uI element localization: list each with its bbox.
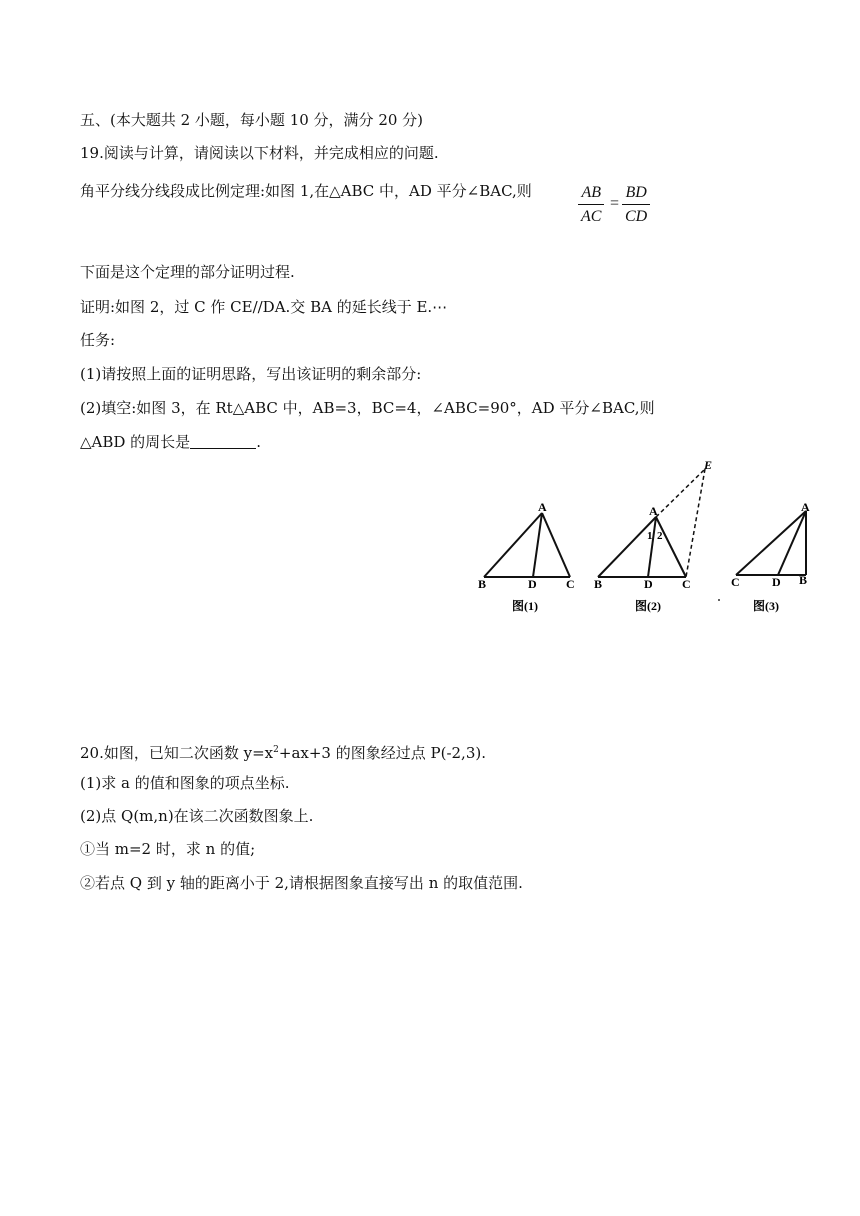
q19-task2: (2)填空:如图 3，在 Rt△ABC 中，AB=3，BC=4，∠ABC=90°，AD 平分∠BAC,则 xyxy=(80,399,655,417)
fig1-label-a: A xyxy=(538,500,547,514)
figure-1 xyxy=(484,513,570,577)
equals-sign: = xyxy=(610,195,620,212)
q19-proof-intro: 下面是这个定理的部分证明过程. xyxy=(80,263,295,281)
q19-proof-line: 证明:如图 2，过 C 作 CE//DA.交 BA 的延长线于 E.⋯ xyxy=(80,298,448,316)
fig1-label-d: D xyxy=(528,577,537,591)
q19-intro: 19.阅读与计算，请阅读以下材料，并完成相应的问题. xyxy=(80,144,439,162)
figure-3 xyxy=(736,511,806,575)
fig2-caption: 图(2) xyxy=(635,599,661,613)
fig2-label-c: C xyxy=(682,577,691,591)
fig1-label-c: C xyxy=(566,577,575,591)
geometry-figures xyxy=(472,455,812,625)
q20-sub1: ①当 m=2 时，求 n 的值; xyxy=(80,840,256,858)
fig2-label-b: B xyxy=(594,577,603,591)
fig2-angle-1: 1 xyxy=(647,530,653,542)
fig2-label-d: D xyxy=(644,577,653,591)
q20-part2: (2)点 Q(m,n)在该二次函数图象上. xyxy=(80,807,314,825)
fig3-label-d: D xyxy=(772,575,781,589)
fig2-label-e: E xyxy=(704,458,713,472)
section-heading: 五、(本大题共 2 小题，每小题 10 分，满分 20 分) xyxy=(80,111,424,129)
figure-2 xyxy=(598,469,705,577)
fig3-label-a: A xyxy=(801,500,810,514)
fraction-denominator: CD xyxy=(625,208,648,225)
exponent: 2 xyxy=(273,745,279,755)
fraction-denominator: AC xyxy=(581,208,602,225)
answer-blank xyxy=(190,434,256,449)
fig2-label-a: A xyxy=(649,504,658,518)
q19-task2-cont xyxy=(80,432,261,452)
stray-dot xyxy=(718,599,720,601)
q20-intro-pre: 20.如图，已知二次函数 y=x xyxy=(80,744,274,762)
q20-intro-post: +ax+3 的图象经过点 P(-2,3). xyxy=(278,744,486,762)
fig3-caption: 图(3) xyxy=(753,599,779,613)
q20-intro xyxy=(80,740,486,763)
q19-task1: (1)请按照上面的证明思路，写出该证明的剩余部分: xyxy=(80,365,422,383)
fig3-label-b: B xyxy=(799,573,808,587)
q20-part1: (1)求 a 的值和图象的项点坐标. xyxy=(80,774,290,792)
fig1-caption: 图(1) xyxy=(512,599,538,613)
q19-theorem: 角平分线分线段成比例定理:如图 1,在△ABC 中，AD 平分∠BAC,则 xyxy=(80,182,532,200)
fraction-numerator: AB xyxy=(578,183,604,205)
fraction-bd-cd xyxy=(622,183,650,227)
fraction-numerator: BD xyxy=(622,183,650,205)
fig2-angle-2: 2 xyxy=(657,530,663,542)
task2-period: . xyxy=(256,433,261,451)
q20-sub2: ②若点 Q 到 y 轴的距离小于 2,请根据图象直接写出 n 的取值范围. xyxy=(80,874,523,892)
fig1-label-b: B xyxy=(478,577,487,591)
fig3-label-c: C xyxy=(731,575,740,589)
q19-task-label: 任务: xyxy=(80,331,116,349)
fraction-ab-ac xyxy=(578,183,604,227)
task2-text: △ABD 的周长是 xyxy=(80,433,191,451)
